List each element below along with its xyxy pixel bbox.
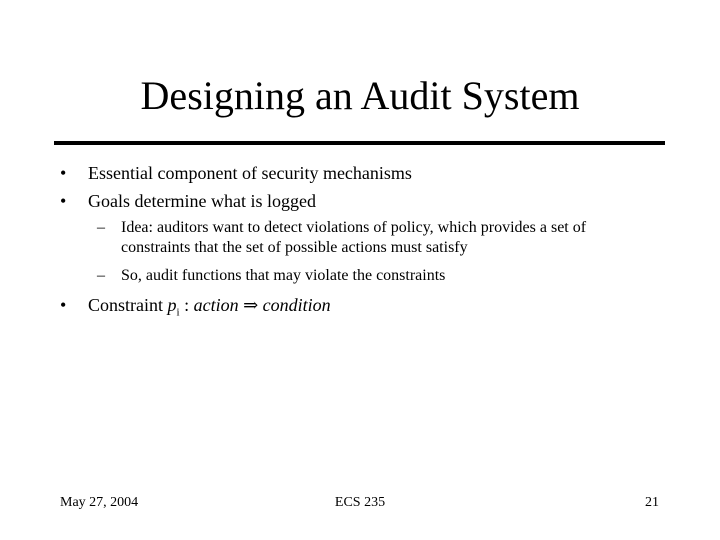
footer-page-number: 21 — [645, 495, 659, 510]
constraint-action: action — [193, 295, 239, 315]
constraint-text — [88, 294, 331, 325]
constraint-var: p — [167, 295, 177, 315]
sub-bullet-mark: – — [97, 267, 105, 284]
bullet-mark: • — [60, 191, 67, 211]
constraint-label: Constraint — [88, 295, 163, 315]
title-underline — [54, 141, 665, 145]
bullet-mark: • — [60, 163, 67, 183]
bullet-mark: • — [60, 295, 67, 315]
constraint-separator: : — [184, 295, 190, 315]
sub-bullet-item — [97, 266, 657, 286]
footer-date: May 27, 2004 — [60, 495, 139, 510]
footer-course: ECS 235 — [334, 495, 386, 510]
sub-bullet-text: So, audit functions that may violate the constraints — [121, 267, 446, 284]
sub-bullet-item — [97, 218, 657, 258]
constraint-subscript: i — [176, 306, 180, 319]
bullet-text: Essential component of security mechanisms — [88, 163, 412, 183]
slide-title: Designing an Audit System — [140, 73, 580, 118]
constraint-condition: condition — [262, 295, 331, 315]
bullet-text: Goals determine what is logged — [88, 191, 316, 211]
sub-bullet-text: Idea: auditors want to detect violations of policy, which provides a set of constraints that the set of possible actions must satisfy — [121, 219, 587, 256]
implies-symbol: ⇒ — [243, 295, 259, 315]
sub-bullet-mark: – — [97, 219, 105, 236]
